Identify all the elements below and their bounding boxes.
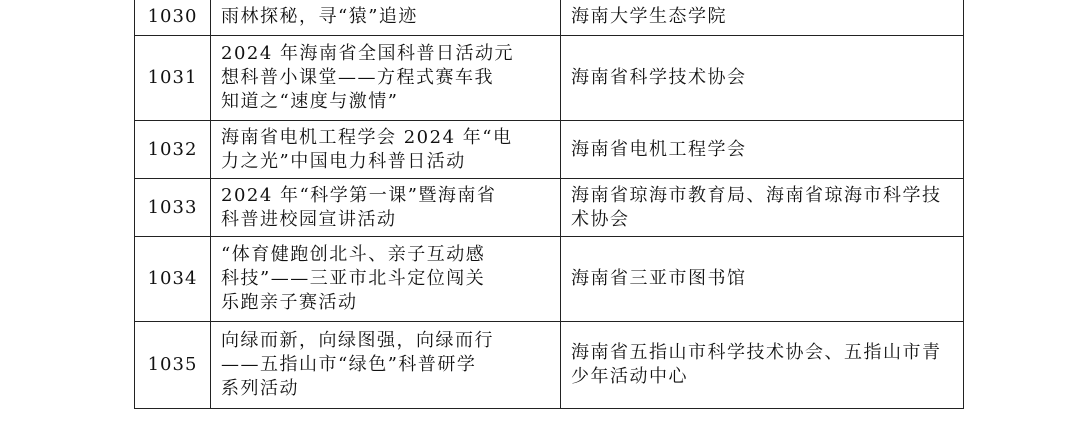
activity-name-line: 2024 年海南省全国科普日活动元 <box>221 43 515 64</box>
activity-name-line: 想科普小课堂——方程式赛车我 <box>221 67 494 88</box>
activity-name-line: 力之光”中国电力科普日活动 <box>221 150 466 172</box>
activity-name-line: “体育健跑创北斗、亲子互动感 <box>221 244 486 265</box>
row-number: 1031 <box>135 36 211 121</box>
table-row <box>135 121 964 179</box>
organizer: 海南省科学技术协会 <box>561 36 964 121</box>
table-row <box>135 36 964 121</box>
row-number: 1032 <box>135 121 211 179</box>
activity-name-line: 雨林探秘，寻“猿”追迹 <box>221 5 418 27</box>
activity-name-line: 2024 年“科学第一课”暨海南省 <box>221 184 497 206</box>
activity-name <box>211 0 561 36</box>
activity-name-line: 科技”——三亚市北斗定位闯关 <box>221 268 486 289</box>
activity-name-line: 向绿而新，向绿图强，向绿而行 <box>221 330 494 351</box>
activity-name <box>211 179 561 237</box>
table-row <box>135 0 964 36</box>
activity-name-line: 科普进校园宣讲活动 <box>221 208 397 230</box>
row-number: 1034 <box>135 237 211 322</box>
activity-name-line: 乐跑亲子赛活动 <box>221 292 358 313</box>
table-row <box>135 322 964 409</box>
organizer: 海南省电机工程学会 <box>561 121 964 179</box>
activity-name-line: 系列活动 <box>221 378 299 399</box>
organizer: 海南省三亚市图书馆 <box>561 237 964 322</box>
activity-name <box>211 237 561 322</box>
row-number: 1035 <box>135 322 211 409</box>
table-row <box>135 237 964 322</box>
row-number: 1033 <box>135 179 211 237</box>
organizer: 海南省琼海市教育局、海南省琼海市科学技术协会 <box>561 179 964 237</box>
row-number: 1030 <box>135 0 211 36</box>
activity-name <box>211 121 561 179</box>
activity-table <box>134 0 964 409</box>
activity-name-line: ——五指山市“绿色”科普研学 <box>221 354 477 375</box>
activity-name-line: 知道之“速度与激情” <box>221 91 399 112</box>
organizer: 海南大学生态学院 <box>561 0 964 36</box>
table-row <box>135 179 964 237</box>
activity-name-line: 海南省电机工程学会 2024 年“电 <box>221 126 513 148</box>
organizer: 海南省五指山市科学技术协会、五指山市青少年活动中心 <box>561 322 964 409</box>
activity-name <box>211 36 561 121</box>
activity-name <box>211 322 561 409</box>
